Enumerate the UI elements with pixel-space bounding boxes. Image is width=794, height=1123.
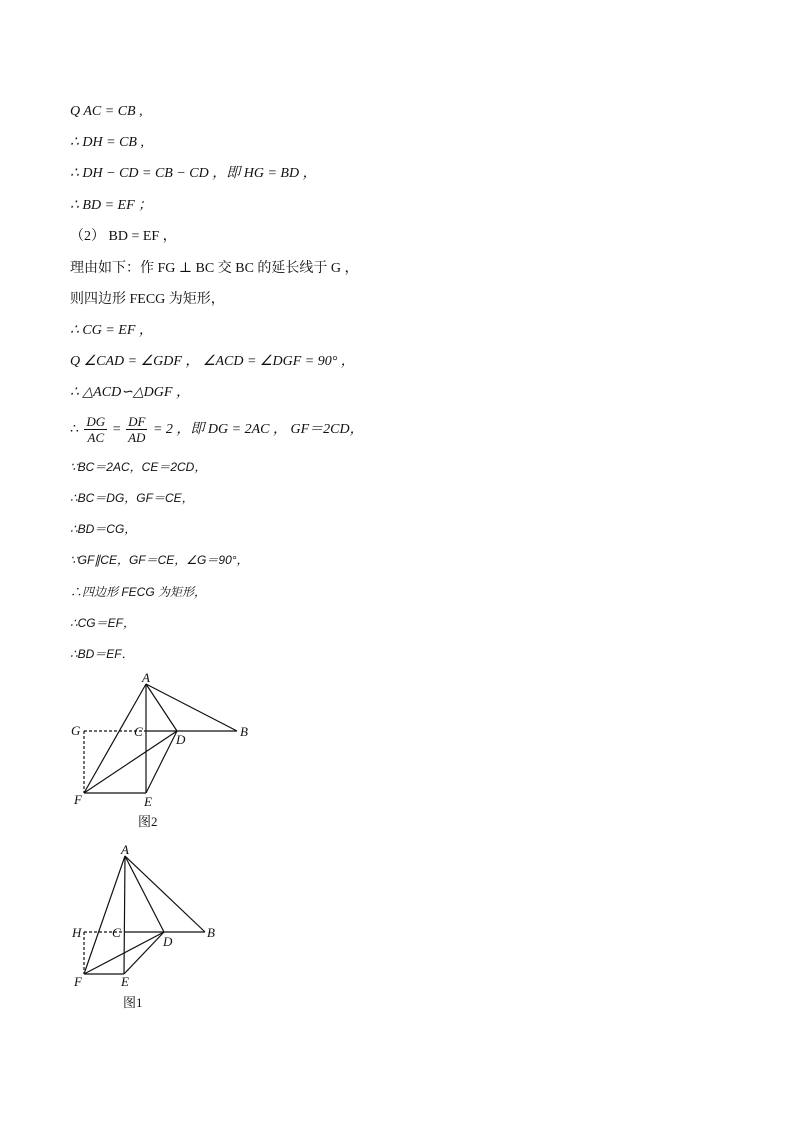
fraction-numerator: DG <box>86 414 106 430</box>
label-e: E <box>144 794 152 809</box>
label-c: C <box>112 925 121 940</box>
segment-ab <box>146 684 237 731</box>
segment-ab <box>125 856 205 932</box>
label-g: G <box>71 723 81 738</box>
proof-line-14: ∵GF∥CE，GF＝CE，∠G＝90°， <box>70 553 249 567</box>
proof-line-9: Q ∠CAD = ∠GDF ， ∠ACD = ∠DGF = 90° ， <box>70 354 355 369</box>
segment-ed <box>146 731 177 793</box>
segment-ad <box>125 856 164 932</box>
label-b: B <box>240 724 248 739</box>
label-a: A <box>142 670 150 685</box>
proof-line-16: ∴CG＝EF， <box>70 616 135 630</box>
proof-line-1: Q AC = CB , <box>70 104 143 119</box>
label-b: B <box>207 925 215 940</box>
figure-2 <box>84 684 237 793</box>
proof-line-7: 则四边形 FECG 为矩形， <box>70 292 225 307</box>
label-e: E <box>121 974 129 989</box>
label-d: D <box>176 732 186 747</box>
proof-line-6: 理由如下：作 FG ⊥ BC 交 BC 的延长线于 G ， <box>70 261 359 276</box>
therefore-symbol: ∴ <box>70 422 79 437</box>
proof-line-17: ∴BD＝EF． <box>70 647 134 661</box>
fraction-denominator: AD <box>128 430 146 446</box>
fraction-denominator: AC <box>87 430 105 446</box>
proof-line-13: ∴BD＝CG， <box>70 522 137 536</box>
equals-sign: = <box>112 422 121 437</box>
label-c: C <box>134 724 143 739</box>
proof-line-5: （2） BD = EF ， <box>70 229 177 244</box>
proof-line-11: ∵BC＝2AC，CE＝2CD， <box>70 460 207 474</box>
proof-line-15: ∴四边形 FECG 为矩形， <box>70 585 207 599</box>
label-f: F <box>74 792 82 807</box>
fraction-tail: = 2 ，即 DG = 2AC ， GF＝2CD， <box>152 422 364 437</box>
figure-1-caption: 图1 <box>123 995 143 1010</box>
proof-line-8: ∴ CG = EF ， <box>70 323 153 338</box>
proof-line-4: ∴ BD = EF ； <box>70 198 153 213</box>
label-a: A <box>121 842 129 857</box>
segment-fd <box>84 731 177 793</box>
figure-2-caption: 图2 <box>138 814 158 829</box>
proof-line-10: ∴ △ACD∽△DGF ， <box>70 385 190 400</box>
segment-ad <box>146 684 177 731</box>
label-h: H <box>72 925 82 940</box>
segment-ed <box>124 932 164 974</box>
proof-line-12: ∴BC＝DG，GF＝CE， <box>70 491 194 505</box>
proof-line-3: ∴ DH − CD = CB − CD ，即 HG = BD ， <box>70 166 317 181</box>
fraction-numerator: DF <box>128 414 146 430</box>
figure-1 <box>84 856 205 974</box>
proof-line-2: ∴ DH = CB , <box>70 135 144 150</box>
label-d: D <box>163 934 173 949</box>
segment-ae <box>124 856 125 974</box>
label-f: F <box>74 974 82 989</box>
